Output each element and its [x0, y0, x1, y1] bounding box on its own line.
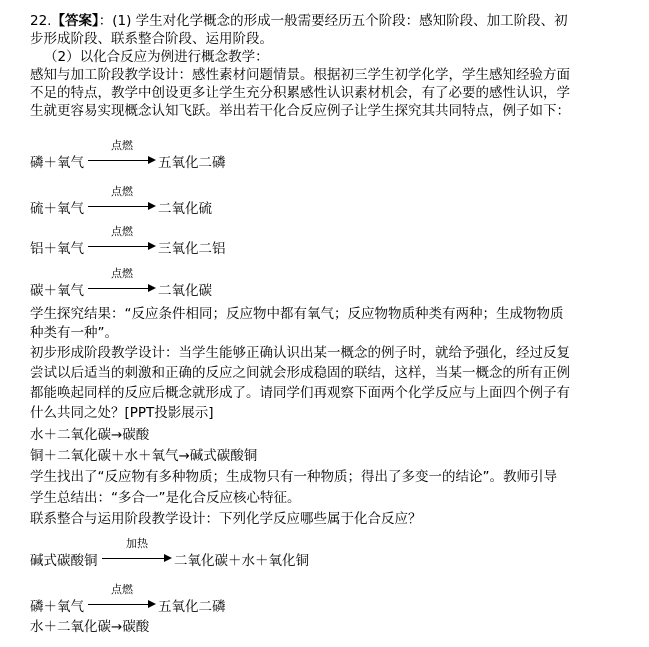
- products: 二氧化碳＋水＋氧化铜: [174, 553, 309, 569]
- reactants: 磷＋氧气: [30, 599, 84, 615]
- products: 五氧化二磷: [158, 599, 226, 615]
- text-line: 尝试以后适当的刺激和正确的反应之间就会形成稳固的联结，这样，当某一概念的所有正例: [30, 365, 570, 381]
- reaction-equation: [30, 225, 290, 257]
- reaction-condition: 加热: [126, 537, 148, 550]
- text-line: 都能唤起同样的反应后概念就形成了。请同学们再观察下面两个化学反应与上面四个例子有: [30, 385, 570, 401]
- reaction-arrow: [88, 268, 156, 296]
- reaction-equation: [30, 537, 370, 569]
- reaction-condition: 点燃: [111, 139, 133, 152]
- text-line: 初步形成阶段教学设计：当学生能够正确认识出某一概念的例子时，就给予强化，经过反复: [30, 345, 570, 361]
- reactants: 铝＋氧气: [30, 241, 84, 257]
- reaction-arrow: [88, 226, 156, 254]
- products: 三氧化二铝: [158, 241, 226, 257]
- text-line: 学生找出了“反应物有多种物质；生成物只有一种物质；得出了多变一的结论”。教师引导: [30, 469, 557, 485]
- reaction-condition: 点燃: [111, 267, 133, 280]
- text-line: 学生总结出：“多合一”是化合反应核心特征。: [30, 490, 301, 506]
- products: 二氧化硫: [158, 201, 212, 217]
- question-number: 22.: [30, 13, 52, 29]
- answer-intro: ：(1) 学生对化学概念的形成一般需要经历五个阶段：感知阶段、加工阶段、初: [98, 13, 568, 29]
- text-line: 学生探究结果：“反应条件相同；反应物中都有氧气；反应物物质种类有两种；生成物物质: [30, 306, 564, 322]
- answer-line: [30, 12, 568, 30]
- reaction-arrow: [88, 140, 156, 168]
- reaction-arrow: [88, 186, 156, 214]
- reaction-condition: 点燃: [111, 225, 133, 238]
- equation-line: 铜＋二氧化碳＋水＋氧气→碱式碳酸铜: [30, 448, 258, 464]
- reactants: 碱式碳酸铜: [30, 553, 98, 569]
- reaction-equation: [30, 267, 290, 299]
- text-line: 什么共同之处？[PPT投影展示]: [30, 405, 214, 421]
- answer-intro-cont: 步形成阶段、联系整合阶段、运用阶段。: [30, 31, 273, 47]
- text-line: 不足的特点，教学中创设更多让学生充分积累感性认识素材机会，有了必要的感性认识，学: [30, 85, 570, 101]
- answer-tag: 【答案】: [51, 13, 99, 29]
- reaction-condition: 点燃: [111, 583, 133, 596]
- equation-line: 水＋二氧化碳→碳酸: [30, 619, 150, 635]
- reaction-equation: [30, 139, 290, 171]
- text-line: 生就更容易实现概念认知飞跃。举出若干化合反应例子让学生探究其共同特点，例子如下：: [30, 103, 570, 119]
- reaction-arrow: [102, 538, 172, 566]
- products: 五氧化二磷: [158, 155, 226, 171]
- reactants: 硫＋氧气: [30, 201, 84, 217]
- text-line: 感知与加工阶段教学设计：感性素材问题情景。根据初三学生初学化学，学生感知经验方面: [30, 67, 570, 83]
- equation-line: 水＋二氧化碳→碳酸: [30, 427, 150, 443]
- text-line: 种类有一种”。: [30, 325, 118, 341]
- reaction-equation: [30, 185, 290, 217]
- reaction-condition: 点燃: [111, 185, 133, 198]
- paragraph-integration: 联系整合与运用阶段教学设计：下列化学反应哪些属于化合反应？: [30, 511, 422, 527]
- section-heading: （2）以化合反应为例进行概念教学：: [44, 49, 269, 65]
- reaction-arrow: [88, 584, 156, 612]
- reactants: 磷＋氧气: [30, 155, 84, 171]
- products: 二氧化碳: [158, 283, 212, 299]
- reaction-equation: [30, 583, 290, 615]
- reactants: 碳＋氧气: [30, 283, 84, 299]
